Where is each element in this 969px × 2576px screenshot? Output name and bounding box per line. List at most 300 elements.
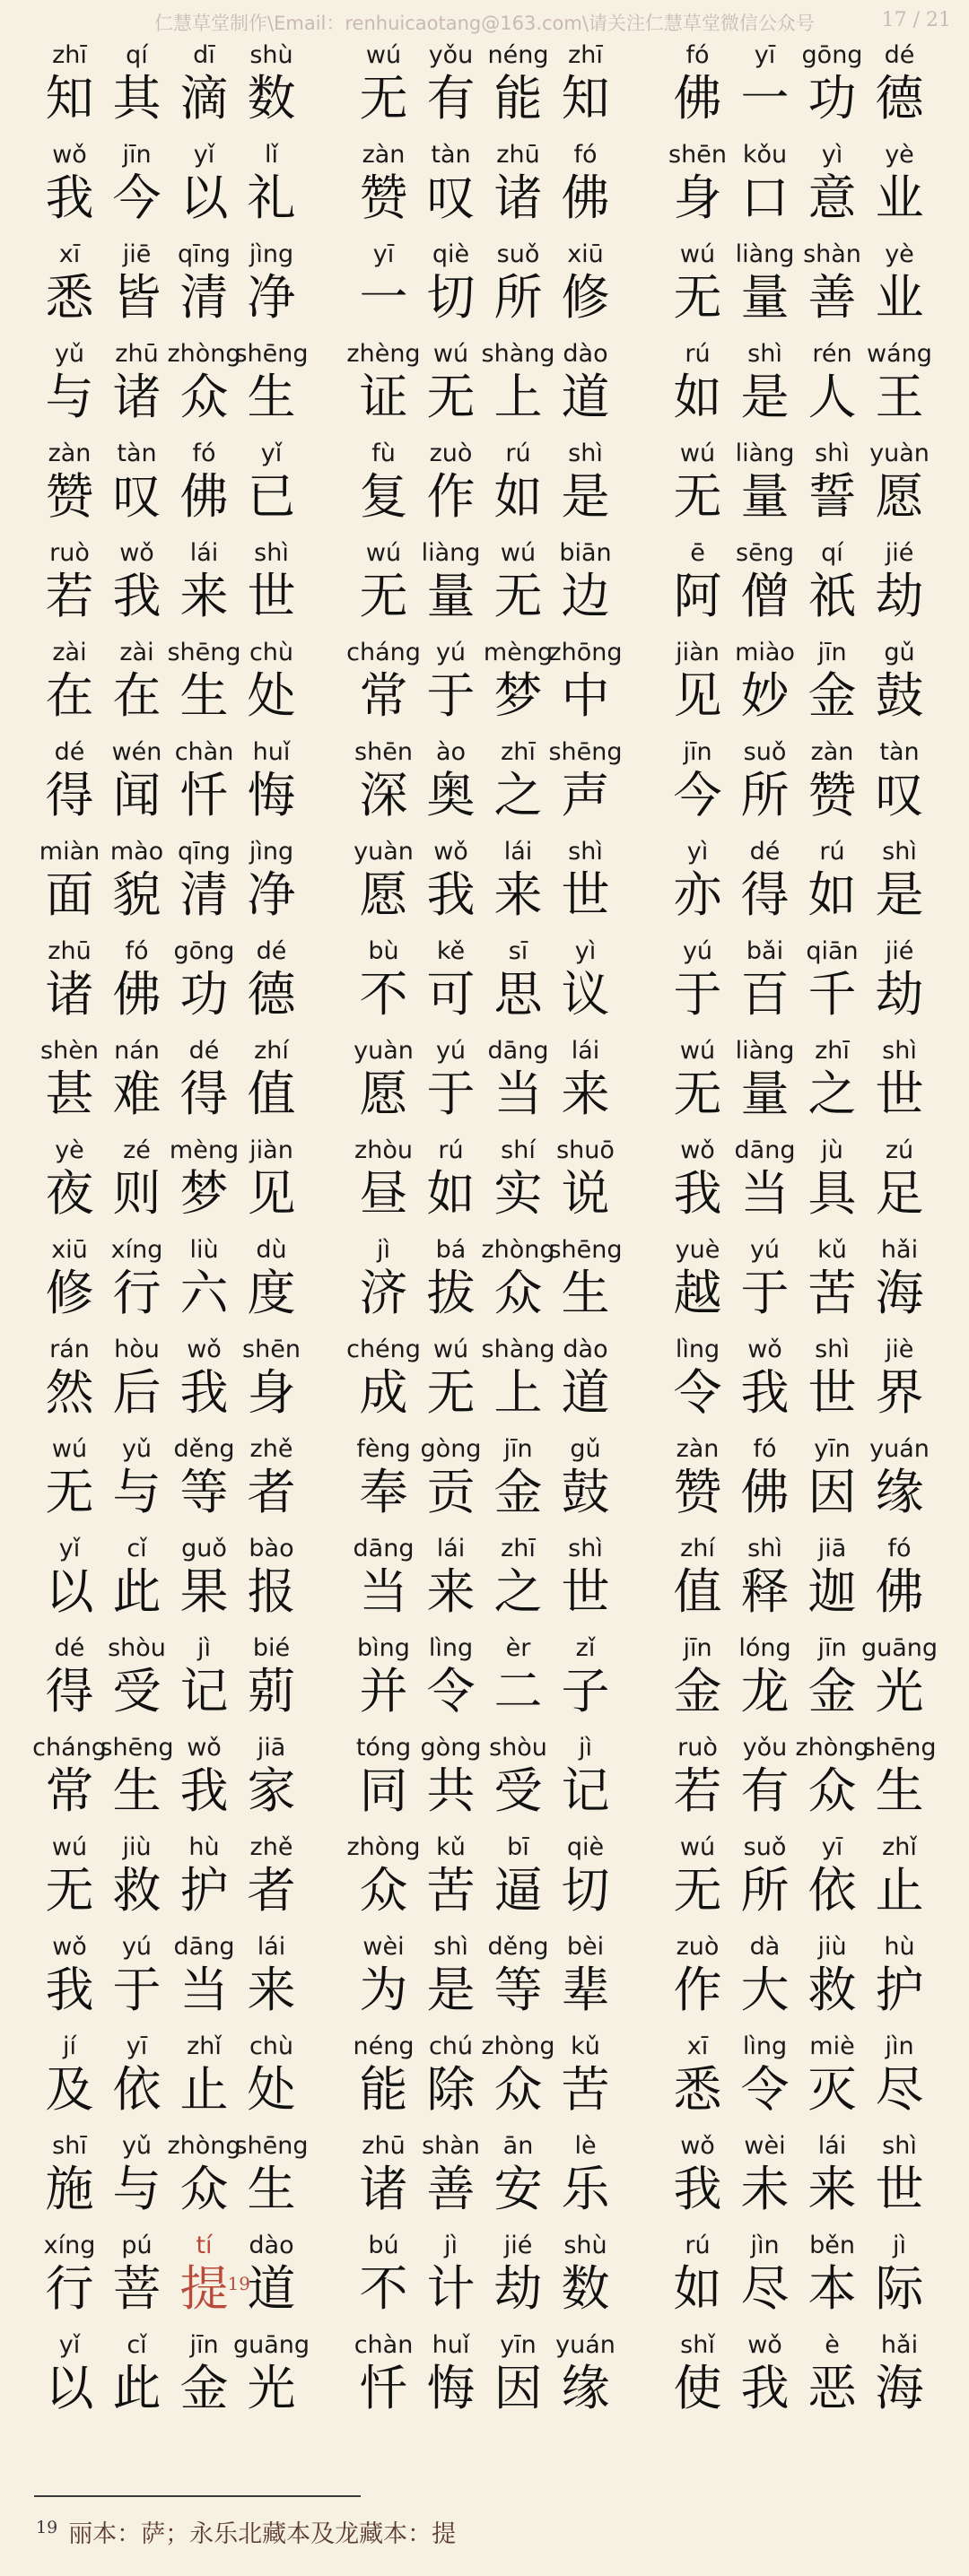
syllable (350, 1533, 417, 1632)
hanzi: 来 (179, 568, 229, 624)
pinyin: biān (559, 539, 612, 567)
syllable (731, 1234, 799, 1334)
hanzi: 众 (493, 1265, 543, 1321)
pinyin: wú (679, 439, 716, 467)
syllable (799, 637, 866, 736)
pinyin: jù (821, 1136, 843, 1164)
hanzi: 诸 (112, 369, 162, 425)
pinyin: zhī (52, 41, 87, 69)
pinyin: wǒ (680, 2132, 715, 2160)
syllable (664, 1931, 731, 2031)
syllable (548, 736, 623, 836)
pinyin: bìng (357, 1634, 410, 1662)
verse-phrase (664, 39, 933, 139)
syllable (417, 139, 484, 239)
syllable (860, 1632, 938, 1732)
hanzi: 记 (561, 1762, 610, 1819)
pinyin: lái (817, 2132, 847, 2160)
hanzi: 苦 (808, 1265, 857, 1321)
syllable (350, 537, 417, 637)
pinyin: dé (749, 838, 781, 866)
verse-phrase (36, 2329, 310, 2429)
syllable (552, 537, 619, 637)
hanzi: 处 (247, 2061, 296, 2118)
pinyin: shù (563, 2232, 607, 2259)
syllable (170, 1931, 238, 2031)
pinyin: yuàn (354, 838, 414, 866)
syllable (484, 39, 552, 139)
verse-phrase (664, 1931, 933, 2031)
verse-phrase (664, 537, 933, 637)
pinyin: wǒ (680, 1136, 715, 1164)
syllable (799, 1931, 866, 2031)
syllable (664, 2230, 731, 2329)
pinyin: shì (568, 439, 603, 467)
hanzi: 海 (875, 2360, 924, 2416)
pinyin: è (825, 2331, 840, 2359)
syllable (799, 537, 866, 637)
verse-phrase (346, 1832, 619, 1931)
hanzi: 同 (359, 1762, 408, 1819)
syllable (36, 1931, 103, 2031)
hanzi: 等 (493, 1962, 543, 2018)
syllable (552, 1732, 619, 1832)
pinyin: qiè (566, 1833, 605, 1861)
verse-phrase (36, 1035, 305, 1135)
hanzi: 深 (359, 767, 408, 823)
syllable (103, 2130, 170, 2230)
syllable (36, 1533, 103, 1632)
hanzi: 礼 (247, 170, 296, 226)
pinyin: jiù (122, 1833, 152, 1861)
syllable (170, 1533, 238, 1632)
hanzi: 是 (875, 866, 924, 923)
verse-phrase (350, 1533, 619, 1632)
pinyin: shēng (234, 340, 309, 368)
syllable (170, 1632, 238, 1732)
hanzi: 生 (561, 1265, 610, 1321)
hanzi: 于 (112, 1962, 162, 2018)
syllable (417, 39, 484, 139)
syllable (552, 139, 619, 239)
syllable (346, 338, 421, 438)
syllable (664, 1035, 731, 1135)
pinyin: jiàn (676, 639, 720, 666)
hanzi: 量 (740, 468, 790, 525)
hanzi: 因 (493, 2360, 543, 2416)
pinyin: guǒ (181, 1535, 227, 1562)
syllable (350, 1135, 417, 1234)
hanzi: 生 (247, 2161, 296, 2217)
pinyin: fó (192, 439, 216, 467)
syllable (552, 2329, 619, 2429)
pinyin: wú (679, 240, 716, 268)
hanzi: 令 (426, 1663, 476, 1719)
syllable (664, 39, 731, 139)
hanzi: 如 (493, 468, 543, 525)
hanzi: 止 (179, 2061, 229, 2118)
verse-row (36, 39, 933, 139)
hanzi: 处 (247, 667, 296, 724)
syllable (36, 736, 103, 836)
pinyin: ruò (49, 539, 90, 567)
hanzi: 果 (179, 1563, 229, 1620)
pinyin: kě (436, 937, 466, 965)
pinyin: jiù (817, 1933, 847, 1961)
pinyin: nán (114, 1037, 160, 1065)
syllable (866, 936, 933, 1035)
pinyin: zhě (249, 1435, 293, 1463)
syllable (36, 836, 103, 936)
pinyin: wú (432, 1336, 469, 1363)
syllable (664, 637, 731, 736)
syllable (552, 338, 619, 438)
hanzi: 善 (808, 269, 857, 326)
syllable (238, 239, 305, 338)
hanzi: 然 (45, 1364, 94, 1421)
hanzi: 安 (493, 2161, 543, 2217)
syllable (170, 1832, 238, 1931)
pinyin: èr (505, 1634, 531, 1662)
verse-phrase (664, 139, 933, 239)
hanzi: 如 (673, 369, 722, 425)
pinyin: yǐ (58, 1535, 81, 1562)
syllable (170, 936, 238, 1035)
pinyin: ān (502, 2132, 534, 2160)
pinyin: dé (884, 41, 915, 69)
hanzi: 百 (740, 966, 790, 1023)
hanzi: 说 (561, 1165, 610, 1222)
hanzi: 当 (493, 1066, 543, 1122)
pinyin: bèi (566, 1933, 605, 1961)
pinyin: shì (254, 539, 289, 567)
hanzi: 护 (875, 1962, 924, 2018)
syllable (103, 139, 170, 239)
verse-phrase (664, 637, 933, 736)
verse-phrase (350, 1632, 619, 1732)
pinyin: liàng (421, 539, 481, 567)
verse-row (36, 1832, 933, 1931)
hanzi: 无 (45, 1862, 94, 1919)
verse-phrase (350, 736, 623, 836)
hanzi: 菩 (112, 2260, 162, 2317)
hanzi: 以 (45, 1563, 94, 1620)
syllable (417, 1135, 484, 1234)
pinyin: yǐ (193, 141, 215, 169)
syllable (799, 139, 866, 239)
hanzi: 之 (493, 767, 543, 823)
pinyin: zài (52, 639, 87, 666)
hanzi: 家 (247, 1762, 296, 1819)
pinyin: dī (193, 41, 215, 69)
header-credit: 仁慧草堂制作\Email：renhuicaotang@163.com\请关注仁慧草堂微信公众号 (154, 13, 815, 34)
syllable (417, 1334, 484, 1433)
pinyin: zú (885, 1136, 914, 1164)
pinyin: yǔ (54, 340, 85, 368)
hanzi: 之 (493, 1563, 543, 1620)
syllable (664, 1632, 731, 1732)
hanzi: 众 (493, 2061, 543, 2118)
syllable (484, 1433, 552, 1533)
pinyin: zhòng (346, 1833, 421, 1861)
syllable (731, 239, 799, 338)
hanzi: 度 (247, 1265, 296, 1321)
hanzi: 世 (875, 1066, 924, 1122)
pinyin: yè (885, 240, 914, 268)
syllable (36, 2031, 103, 2130)
syllable (170, 1035, 238, 1135)
syllable (36, 637, 103, 736)
verse-phrase (350, 239, 619, 338)
syllable (799, 1533, 866, 1632)
pinyin: zài (119, 639, 154, 666)
syllable (170, 836, 238, 936)
syllable (350, 1035, 417, 1135)
hanzi: 叹 (875, 767, 924, 823)
syllable (866, 2329, 933, 2429)
syllable (238, 1234, 305, 1334)
syllable (664, 1334, 731, 1433)
pinyin: zé (123, 1136, 151, 1164)
syllable (417, 537, 484, 637)
pinyin: yuán (869, 1435, 930, 1463)
hanzi: 于 (426, 1066, 476, 1122)
hanzi: 我 (673, 1165, 722, 1222)
hanzi: 常 (45, 1762, 94, 1819)
hanzi: 灭 (808, 2061, 857, 2118)
verse-phrase (36, 139, 305, 239)
pinyin: yuàn (869, 439, 930, 467)
syllable (799, 438, 866, 537)
hanzi: 佛 (561, 170, 610, 226)
hanzi: 来 (426, 1563, 476, 1620)
pinyin: rú (685, 340, 711, 368)
syllable (866, 1533, 933, 1632)
hanzi: 人 (808, 369, 857, 425)
syllable (417, 637, 484, 736)
syllable (36, 39, 103, 139)
pinyin: shēng (548, 1236, 623, 1264)
pinyin: yuè (675, 1236, 720, 1264)
hanzi: 来 (247, 1962, 296, 2018)
pinyin: suǒ (743, 738, 787, 766)
pinyin: qiè (432, 240, 470, 268)
hanzi: 生 (875, 1762, 924, 1819)
syllable (238, 1632, 305, 1732)
syllable (664, 139, 731, 239)
hanzi: 来 (808, 2161, 857, 2217)
verse-phrase (664, 1533, 933, 1632)
verse-row (36, 1035, 933, 1135)
verse-phrase (350, 1931, 619, 2031)
pinyin: zàn (48, 439, 92, 467)
pinyin: tóng (355, 1734, 412, 1762)
syllable (731, 1632, 799, 1732)
pinyin: tàn (117, 439, 157, 467)
verse-row (36, 139, 933, 239)
pinyin: dé (188, 1037, 220, 1065)
syllable (552, 438, 619, 537)
verse-row (36, 936, 933, 1035)
hanzi: 是 (426, 1962, 476, 2018)
hanzi: 道 (247, 2260, 296, 2317)
hanzi: 苦 (561, 2061, 610, 2118)
pinyin: gǔ (884, 639, 915, 666)
syllable (866, 1433, 933, 1533)
pinyin: shì (882, 1037, 917, 1065)
pinyin: děng (487, 1933, 549, 1961)
pinyin: zhòu (354, 1136, 413, 1164)
hanzi: 如 (673, 2260, 722, 2317)
pinyin: shí (501, 1136, 536, 1164)
syllable (417, 836, 484, 936)
hanzi: 依 (112, 2061, 162, 2118)
pinyin: jīn (817, 1634, 847, 1662)
verse-row (36, 438, 933, 537)
hanzi: 者 (247, 1464, 296, 1520)
hanzi: 复 (359, 468, 408, 525)
pinyin: ē (690, 539, 705, 567)
pinyin: yīn (500, 2331, 537, 2359)
pinyin: yì (574, 937, 597, 965)
syllable (664, 537, 731, 637)
hanzi: 貌 (112, 866, 162, 923)
pinyin: shì (747, 340, 782, 368)
pinyin: shòu (489, 1734, 547, 1762)
pinyin: lái (503, 838, 533, 866)
verse-phrase (36, 1533, 305, 1632)
pinyin: yīn (814, 1435, 851, 1463)
hanzi: 与 (112, 1464, 162, 1520)
hanzi: 赞 (673, 1464, 722, 1520)
hanzi: 缘 (561, 2360, 610, 2416)
pinyin: hòu (114, 1336, 160, 1363)
verse-phrase (664, 1334, 933, 1433)
hanzi: 值 (247, 1066, 296, 1122)
hanzi: 光 (247, 2360, 296, 2416)
syllable (417, 2230, 484, 2329)
pinyin: tàn (431, 141, 471, 169)
syllable (866, 1931, 933, 2031)
verse-phrase (350, 537, 619, 637)
hanzi: 切 (426, 269, 476, 326)
hanzi: 鼓 (875, 667, 924, 724)
pinyin: jìn (750, 2232, 780, 2259)
pinyin: wú (500, 539, 537, 567)
pinyin: shù (249, 41, 293, 69)
syllable (799, 2031, 866, 2130)
syllable (799, 39, 866, 139)
pinyin: xiū (51, 1236, 88, 1264)
hanzi: 金 (673, 1663, 722, 1719)
pinyin: rán (49, 1336, 90, 1363)
pinyin: rú (819, 838, 845, 866)
pinyin: bǎi (746, 937, 784, 965)
hanzi: 苦 (426, 1862, 476, 1919)
syllable (731, 1135, 799, 1234)
pinyin: zhǐ (882, 1833, 917, 1861)
syllable (484, 2130, 552, 2230)
pinyin: bào (249, 1535, 294, 1562)
hanzi: 鼓 (561, 1464, 610, 1520)
hanzi: 恶 (808, 2360, 857, 2416)
pinyin: wú (679, 1037, 716, 1065)
pinyin: shēn (242, 1336, 301, 1363)
hanzi: 报 (247, 1563, 296, 1620)
hanzi: 诸 (45, 966, 94, 1023)
pinyin: shòu (108, 1634, 166, 1662)
pinyin: hǎi (880, 1236, 919, 1264)
syllable (552, 1135, 619, 1234)
syllable (866, 139, 933, 239)
syllable (866, 338, 933, 438)
pinyin: dào (249, 2232, 294, 2259)
syllable (103, 1334, 170, 1433)
hanzi: 救 (112, 1862, 162, 1919)
syllable (103, 2230, 170, 2329)
syllable (417, 338, 484, 438)
hanzi: 受 (112, 1663, 162, 1719)
pinyin: wǒ (187, 1336, 222, 1363)
pinyin: wú (432, 340, 469, 368)
verse-phrase (350, 1035, 619, 1135)
hanzi: 修 (561, 269, 610, 326)
verse-grid (32, 39, 938, 2429)
hanzi: 则 (112, 1165, 162, 1222)
pinyin: yǐ (260, 439, 283, 467)
pinyin: lái (571, 1037, 600, 1065)
syllable (484, 1533, 552, 1632)
hanzi: 者 (247, 1862, 296, 1919)
pinyin: shì (747, 1535, 782, 1562)
syllable (731, 2230, 799, 2329)
hanzi: 修 (45, 1265, 94, 1321)
hanzi: 佛 (875, 1563, 924, 1620)
pinyin: shēn (354, 738, 413, 766)
verse-phrase (36, 239, 305, 338)
syllable (731, 139, 799, 239)
hanzi: 今 (112, 170, 162, 226)
verse-phrase (36, 2130, 309, 2230)
pinyin: yuán (555, 2331, 615, 2359)
syllable (103, 1433, 170, 1533)
syllable (664, 2031, 731, 2130)
hanzi: 佛 (112, 966, 162, 1023)
hanzi: 知 (561, 70, 610, 126)
pinyin: jīn (683, 738, 712, 766)
syllable (103, 239, 170, 338)
pinyin: yè (55, 1136, 84, 1164)
pinyin: qí (126, 41, 148, 69)
hanzi: 劫 (493, 2260, 543, 2317)
syllable (238, 438, 305, 537)
pinyin: bié (252, 1634, 291, 1662)
pinyin: yī (126, 2032, 148, 2060)
syllable (731, 1832, 799, 1931)
verse-phrase (350, 836, 619, 936)
pinyin: guāng (232, 2331, 310, 2359)
syllable (238, 1433, 305, 1533)
hanzi: 提 (179, 2260, 229, 2317)
hanzi: 缘 (875, 1464, 924, 1520)
verse-row (36, 836, 933, 936)
pinyin: jì (443, 2232, 458, 2259)
hanzi: 为 (359, 1962, 408, 2018)
pinyin: shì (815, 439, 850, 467)
verse-row (36, 2130, 933, 2230)
pinyin: rú (685, 2232, 711, 2259)
hanzi: 龙 (740, 1663, 790, 1719)
